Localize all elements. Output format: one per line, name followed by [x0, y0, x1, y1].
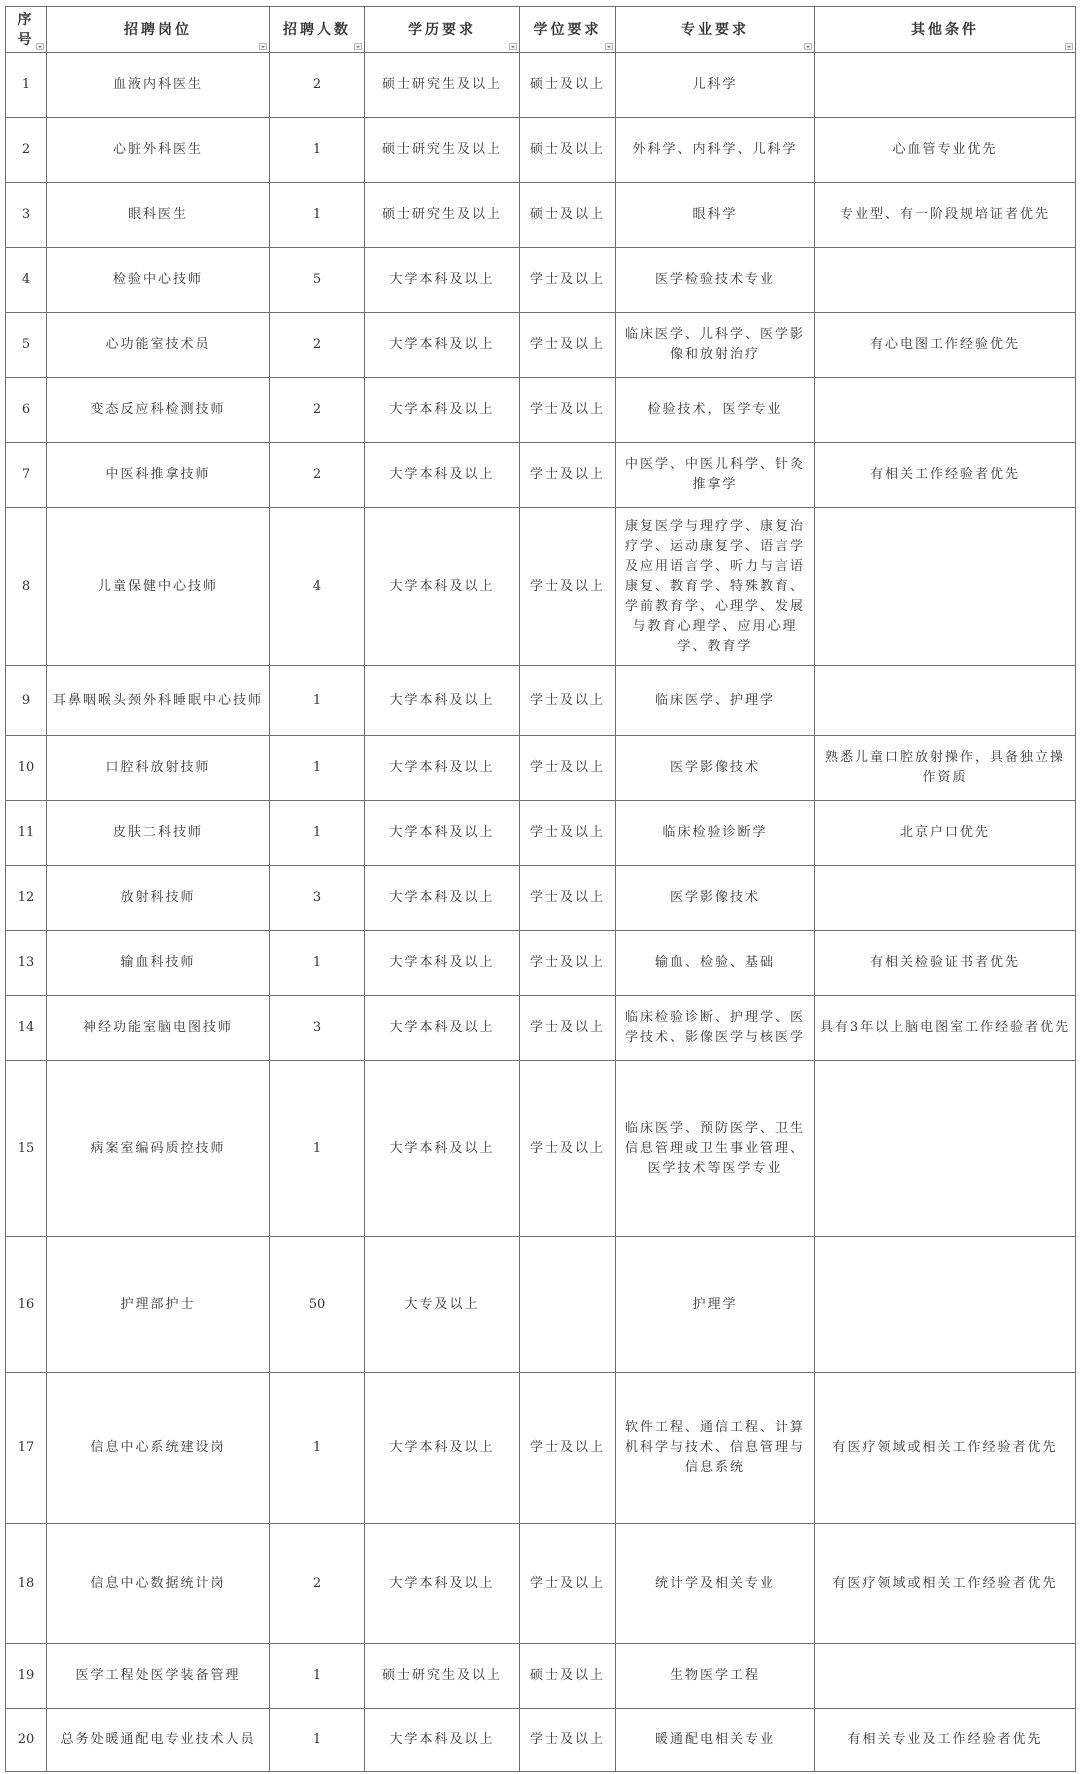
cell-other: 有相关检验证书者优先: [815, 931, 1076, 996]
cell-other: [815, 1061, 1076, 1237]
cell-other: 有相关专业及工作经验者优先: [815, 1709, 1076, 1772]
cell-degree: 学士及以上: [520, 801, 616, 866]
cell-degree: 学士及以上: [520, 443, 616, 508]
cell-no: 10: [6, 736, 47, 801]
cell-no: 17: [6, 1373, 47, 1524]
cell-other: [815, 508, 1076, 666]
cell-major: 儿科学: [616, 53, 815, 118]
cell-other: [815, 1237, 1076, 1373]
cell-count: 1: [270, 931, 365, 996]
cell-education: 大学本科及以上: [365, 443, 520, 508]
cell-no: 5: [6, 313, 47, 378]
cell-major: 中医学、中医儿科学、针灸推拿学: [616, 443, 815, 508]
table-row: [6, 508, 1076, 666]
cell-education: 硕士研究生及以上: [365, 183, 520, 248]
cell-position: 变态反应科检测技师: [47, 378, 270, 443]
cell-position: 耳鼻咽喉头颈外科睡眠中心技师: [47, 666, 270, 736]
cell-major: 生物医学工程: [616, 1644, 815, 1709]
cell-education: 大学本科及以上: [365, 736, 520, 801]
cell-no: 16: [6, 1237, 47, 1373]
cell-major: 统计学及相关专业: [616, 1524, 815, 1644]
cell-major: 康复医学与理疗学、康复治疗学、运动康复学、语言学及应用语言学、听力与言语康复、教育学、特殊教育、学前教育学、心理学、发展与教育心理学、应用心理学、教育学: [616, 508, 815, 666]
cell-other: [815, 666, 1076, 736]
header-cell-count[interactable]: [270, 7, 365, 53]
table-row: [6, 1237, 1076, 1373]
cell-other: [815, 866, 1076, 931]
cell-no: 2: [6, 118, 47, 183]
cell-degree: 硕士及以上: [520, 53, 616, 118]
cell-other: 有心电图工作经验优先: [815, 313, 1076, 378]
cell-count: 4: [270, 508, 365, 666]
cell-education: 硕士研究生及以上: [365, 118, 520, 183]
cell-degree: 学士及以上: [520, 931, 616, 996]
filter-dropdown-icon[interactable]: [1065, 43, 1073, 50]
cell-major: 暖通配电相关专业: [616, 1709, 815, 1772]
cell-degree: 硕士及以上: [520, 1644, 616, 1709]
cell-count: 1: [270, 1644, 365, 1709]
cell-education: 大学本科及以上: [365, 1373, 520, 1524]
cell-position: 护理部护士: [47, 1237, 270, 1373]
cell-degree: 学士及以上: [520, 313, 616, 378]
cell-position: 儿童保健中心技师: [47, 508, 270, 666]
table-row: [6, 53, 1076, 118]
cell-education: 大学本科及以上: [365, 1061, 520, 1237]
table-row: [6, 1524, 1076, 1644]
cell-degree: 学士及以上: [520, 248, 616, 313]
cell-position: 总务处暖通配电专业技术人员: [47, 1709, 270, 1772]
cell-count: 3: [270, 866, 365, 931]
cell-major: 外科学、内科学、儿科学: [616, 118, 815, 183]
cell-other: 具有3年以上脑电图室工作经验者优先: [815, 996, 1076, 1061]
table-row: [6, 378, 1076, 443]
cell-other: [815, 1644, 1076, 1709]
filter-dropdown-icon[interactable]: [509, 43, 517, 50]
table-row: [6, 736, 1076, 801]
filter-dropdown-icon[interactable]: [804, 43, 812, 50]
cell-count: 3: [270, 996, 365, 1061]
cell-major: 临床医学、儿科学、医学影像和放射治疗: [616, 313, 815, 378]
table-row: [6, 1644, 1076, 1709]
header-label: 专业要求: [681, 21, 749, 38]
cell-other: 北京户口优先: [815, 801, 1076, 866]
filter-dropdown-icon[interactable]: [354, 43, 362, 50]
table-row: [6, 931, 1076, 996]
cell-position: 医学工程处医学装备管理: [47, 1644, 270, 1709]
cell-education: 大学本科及以上: [365, 666, 520, 736]
header-label: 序号: [17, 11, 35, 48]
cell-count: 2: [270, 313, 365, 378]
cell-position: 口腔科放射技师: [47, 736, 270, 801]
cell-other: [815, 53, 1076, 118]
cell-degree: 学士及以上: [520, 866, 616, 931]
cell-position: 心功能室技术员: [47, 313, 270, 378]
cell-no: 1: [6, 53, 47, 118]
cell-education: 大学本科及以上: [365, 996, 520, 1061]
header-cell-degree[interactable]: [520, 7, 616, 53]
filter-dropdown-icon[interactable]: [36, 43, 44, 50]
cell-education: 大学本科及以上: [365, 508, 520, 666]
cell-position: 眼科医生: [47, 183, 270, 248]
cell-education: 大学本科及以上: [365, 378, 520, 443]
header-cell-major[interactable]: [616, 7, 815, 53]
cell-count: 1: [270, 1373, 365, 1524]
cell-no: 7: [6, 443, 47, 508]
cell-education: 大学本科及以上: [365, 801, 520, 866]
cell-degree: 学士及以上: [520, 996, 616, 1061]
cell-position: 神经功能室脑电图技师: [47, 996, 270, 1061]
cell-major: 临床检验诊断学: [616, 801, 815, 866]
cell-degree: [520, 1237, 616, 1373]
header-cell-no[interactable]: [6, 7, 47, 53]
cell-major: 输血、检验、基础: [616, 931, 815, 996]
cell-major: 眼科学: [616, 183, 815, 248]
cell-major: 临床医学、预防医学、卫生信息管理或卫生事业管理、医学技术等医学专业: [616, 1061, 815, 1237]
cell-no: 18: [6, 1524, 47, 1644]
cell-position: 信息中心系统建设岗: [47, 1373, 270, 1524]
cell-major: 医学影像技术: [616, 736, 815, 801]
cell-degree: 学士及以上: [520, 1709, 616, 1772]
cell-degree: 学士及以上: [520, 666, 616, 736]
cell-count: 2: [270, 53, 365, 118]
cell-count: 1: [270, 801, 365, 866]
filter-dropdown-icon[interactable]: [259, 43, 267, 50]
cell-degree: 学士及以上: [520, 378, 616, 443]
cell-no: 20: [6, 1709, 47, 1772]
cell-major: 护理学: [616, 1237, 815, 1373]
cell-major: 检验技术，医学专业: [616, 378, 815, 443]
table-row: [6, 118, 1076, 183]
cell-count: 2: [270, 1524, 365, 1644]
cell-position: 检验中心技师: [47, 248, 270, 313]
cell-position: 皮肤二科技师: [47, 801, 270, 866]
cell-degree: 学士及以上: [520, 1061, 616, 1237]
cell-position: 信息中心数据统计岗: [47, 1524, 270, 1644]
header-cell-position[interactable]: [47, 7, 270, 53]
cell-count: 2: [270, 378, 365, 443]
cell-degree: 硕士及以上: [520, 118, 616, 183]
cell-no: 6: [6, 378, 47, 443]
cell-position: 输血科技师: [47, 931, 270, 996]
cell-no: 15: [6, 1061, 47, 1237]
cell-count: 1: [270, 736, 365, 801]
cell-other: 有医疗领域或相关工作经验者优先: [815, 1524, 1076, 1644]
cell-major: 临床医学、护理学: [616, 666, 815, 736]
cell-other: 专业型、有一阶段规培证者优先: [815, 183, 1076, 248]
cell-count: 5: [270, 248, 365, 313]
cell-position: 中医科推拿技师: [47, 443, 270, 508]
table-row: [6, 996, 1076, 1061]
table-row: [6, 248, 1076, 313]
cell-education: 大学本科及以上: [365, 931, 520, 996]
table-row: [6, 1709, 1076, 1772]
cell-no: 13: [6, 931, 47, 996]
cell-education: 大学本科及以上: [365, 313, 520, 378]
table-row: [6, 666, 1076, 736]
cell-degree: 学士及以上: [520, 508, 616, 666]
cell-other: [815, 248, 1076, 313]
table-row: [6, 313, 1076, 378]
cell-other: 有相关工作经验者优先: [815, 443, 1076, 508]
cell-no: 12: [6, 866, 47, 931]
cell-no: 3: [6, 183, 47, 248]
cell-degree: 学士及以上: [520, 1524, 616, 1644]
header-label: 其他条件: [911, 21, 979, 38]
cell-position: 血液内科医生: [47, 53, 270, 118]
cell-education: 大专及以上: [365, 1237, 520, 1373]
header-label: 学历要求: [408, 21, 476, 38]
cell-count: 1: [270, 118, 365, 183]
header-label: 招聘人数: [283, 21, 351, 38]
table-row: [6, 1061, 1076, 1237]
cell-no: 8: [6, 508, 47, 666]
header-cell-education[interactable]: [365, 7, 520, 53]
cell-position: 放射科技师: [47, 866, 270, 931]
cell-no: 4: [6, 248, 47, 313]
cell-other: 心血管专业优先: [815, 118, 1076, 183]
cell-count: 2: [270, 443, 365, 508]
cell-major: 医学影像技术: [616, 866, 815, 931]
filter-dropdown-icon[interactable]: [605, 43, 613, 50]
cell-degree: 学士及以上: [520, 736, 616, 801]
cell-no: 11: [6, 801, 47, 866]
cell-major: 软件工程、通信工程、计算机科学与技术、信息管理与信息系统: [616, 1373, 815, 1524]
cell-education: 大学本科及以上: [365, 248, 520, 313]
recruitment-table: [5, 6, 1076, 1772]
cell-no: 9: [6, 666, 47, 736]
table-row: [6, 866, 1076, 931]
header-cell-other[interactable]: [815, 7, 1076, 53]
cell-count: 1: [270, 666, 365, 736]
cell-other: 有医疗领域或相关工作经验者优先: [815, 1373, 1076, 1524]
table-row: [6, 183, 1076, 248]
header-row: [6, 7, 1076, 53]
cell-count: 1: [270, 183, 365, 248]
cell-education: 硕士研究生及以上: [365, 53, 520, 118]
cell-degree: 硕士及以上: [520, 183, 616, 248]
cell-education: 硕士研究生及以上: [365, 1644, 520, 1709]
cell-degree: 学士及以上: [520, 1373, 616, 1524]
cell-education: 大学本科及以上: [365, 866, 520, 931]
table-row: [6, 801, 1076, 866]
cell-count: 1: [270, 1709, 365, 1772]
cell-other: 熟悉儿童口腔放射操作，具备独立操作资质: [815, 736, 1076, 801]
table-row: [6, 1373, 1076, 1524]
cell-education: 大学本科及以上: [365, 1709, 520, 1772]
cell-no: 14: [6, 996, 47, 1061]
cell-position: 心脏外科医生: [47, 118, 270, 183]
cell-position: 病案室编码质控技师: [47, 1061, 270, 1237]
cell-count: 50: [270, 1237, 365, 1373]
cell-no: 19: [6, 1644, 47, 1709]
header-label: 招聘岗位: [124, 21, 192, 38]
cell-major: 医学检验技术专业: [616, 248, 815, 313]
cell-major: 临床检验诊断、护理学、医学技术、影像医学与核医学: [616, 996, 815, 1061]
table-row: [6, 443, 1076, 508]
header-label: 学位要求: [533, 21, 602, 38]
cell-count: 1: [270, 1061, 365, 1237]
cell-other: [815, 378, 1076, 443]
cell-education: 大学本科及以上: [365, 1524, 520, 1644]
